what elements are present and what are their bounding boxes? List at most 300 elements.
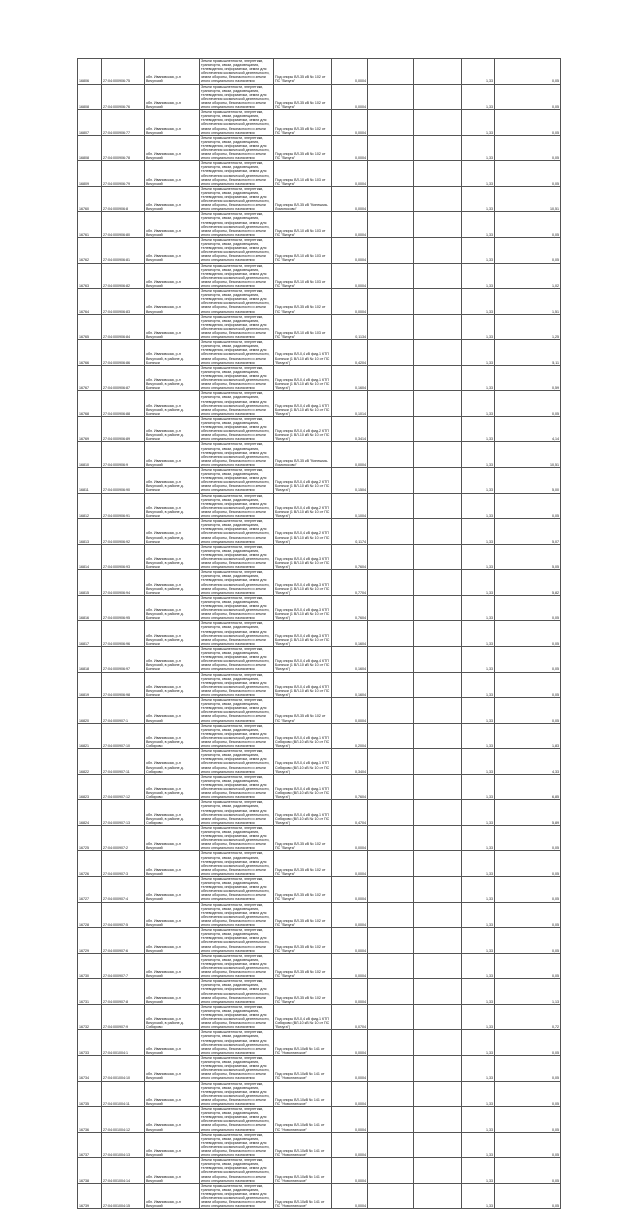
empty-cell-cell xyxy=(368,774,414,800)
cadastral-number-cell: 27:04:000906:80 xyxy=(102,212,145,238)
cost-cell: 1,83 xyxy=(495,723,561,749)
table-body xyxy=(78,59,561,1209)
location-cell: обл. Ивановская, р-н Вичугский xyxy=(145,314,200,340)
area-cell: 0,2004 xyxy=(332,723,368,749)
area-cell: 0,0004 xyxy=(332,263,368,289)
rate-cell: 1,33 xyxy=(462,1132,495,1158)
empty-cell-cell xyxy=(414,340,462,366)
row-number-cell: 16815 xyxy=(78,570,102,596)
permitted-use-cell: Под опоры ВЛ-0,4 кВ фид.1 КТП Сибирово (ВЛ-10 кВ № 10 от ПС "Вичуга") xyxy=(274,1004,332,1030)
rate-cell: 1,33 xyxy=(462,928,495,954)
area-cell: 0,0004 xyxy=(332,237,368,263)
empty-cell-cell xyxy=(368,1004,414,1030)
empty-cell-cell xyxy=(414,928,462,954)
permitted-use-cell: Под опоры ВЛ-0,4 кВ фид.2 КТП Бонячки (1 ВЛ-10 кВ № 10 от ПС "Вичуга") xyxy=(274,493,332,519)
empty-cell-cell xyxy=(368,1081,414,1107)
rate-cell: 1,33 xyxy=(462,1081,495,1107)
empty-cell-cell xyxy=(368,825,414,851)
row-number-cell: 16761 xyxy=(78,212,102,238)
rate-cell: 1,33 xyxy=(462,825,495,851)
row-number-cell: 16810 xyxy=(78,442,102,468)
location-cell: обл. Ивановская, р-н Вичугский, в районе д. Бонячки xyxy=(145,570,200,596)
location-cell: обл. Ивановская, р-н Вичугский, в районе д. Сибирово xyxy=(145,1004,200,1030)
row-number-cell: 16814 xyxy=(78,544,102,570)
cadastral-number-cell: 27:04:000907:11 xyxy=(102,749,145,775)
row-number-cell: 16762 xyxy=(78,237,102,263)
table-row xyxy=(78,1055,561,1081)
empty-cell-cell xyxy=(368,1183,414,1209)
empty-cell-cell xyxy=(368,212,414,238)
row-number-cell: 16734 xyxy=(78,1055,102,1081)
table-row xyxy=(78,289,561,315)
cadastral-number-cell: 27:04:000906:92 xyxy=(102,519,145,545)
cost-cell: 0,05 xyxy=(495,672,561,698)
empty-cell-cell xyxy=(414,723,462,749)
area-cell: 0,0004 xyxy=(332,1081,368,1107)
table-row xyxy=(78,110,561,136)
cost-cell: 1,25 xyxy=(495,314,561,340)
empty-cell-cell xyxy=(414,1081,462,1107)
area-cell: 0,0004 xyxy=(332,135,368,161)
rate-cell: 1,33 xyxy=(462,468,495,494)
empty-cell-cell xyxy=(368,595,414,621)
empty-cell-cell xyxy=(368,161,414,187)
location-cell: обл. Ивановская, р-н Вичугский xyxy=(145,135,200,161)
land-category-cell: Земли промышленности, энергетики, транспорта, связи, радиовещания, телевидения, информатики, земли для обеспечения космической деятельности, земли обороны, безопасности и земли иного специального назначения xyxy=(200,493,274,519)
land-category-cell: Земли промышленности, энергетики, транспорта, связи, радиовещания, телевидения, информатики, земли для обеспечения космической деятельности, земли обороны, безопасности и земли иного специального назначения xyxy=(200,825,274,851)
permitted-use-cell: Под опоры ВЛ-35 кВ "Кинешма-Ломоносово" xyxy=(274,186,332,212)
empty-cell-cell xyxy=(368,237,414,263)
rate-cell: 1,33 xyxy=(462,1158,495,1184)
empty-cell-cell xyxy=(414,698,462,724)
cost-cell: 0,05 xyxy=(495,59,561,85)
rate-cell: 1,33 xyxy=(462,237,495,263)
empty-cell-cell xyxy=(368,1158,414,1184)
area-cell: 0,3404 xyxy=(332,749,368,775)
permitted-use-cell: Под опоры ВЛ-35 кВ № 102 от ПС "Вичуга" xyxy=(274,110,332,136)
land-category-cell: Земли промышленности, энергетики, транспорта, связи, радиовещания, телевидения, информатики, земли для обеспечения космической деятельности, земли обороны, безопасности и земли иного специального назначения xyxy=(200,1004,274,1030)
cadastral-number-cell: 27:04:001004:11 xyxy=(102,1081,145,1107)
land-category-cell: Земли промышленности, энергетики, транспорта, связи, радиовещания, телевидения, информатики, земли для обеспечения космической деятельности, земли обороны, безопасности и земли иного специального назначения xyxy=(200,263,274,289)
location-cell: обл. Ивановская, р-н Вичугский, в районе д. Бонячки xyxy=(145,493,200,519)
cadastral-number-cell: 27:04:001004:10 xyxy=(102,1055,145,1081)
land-category-cell: Земли промышленности, энергетики, транспорта, связи, радиовещания, телевидения, информатики, земли для обеспечения космической деятельности, земли обороны, безопасности и земли иного специального назначения xyxy=(200,877,274,903)
empty-cell-cell xyxy=(368,877,414,903)
empty-cell-cell xyxy=(414,1055,462,1081)
rate-cell: 1,33 xyxy=(462,493,495,519)
cadastral-number-cell: 27:04:001004:13 xyxy=(102,1132,145,1158)
area-cell: 0,7604 xyxy=(332,774,368,800)
area-cell: 0,4704 xyxy=(332,800,368,826)
land-category-cell: Земли промышленности, энергетики, транспорта, связи, радиовещания, телевидения, информатики, земли для обеспечения космической деятельности, земли обороны, безопасности и земли иного специального назначения xyxy=(200,800,274,826)
permitted-use-cell: Под опоры ВЛ-10 кВ № 103 от ПС "Вичуга" xyxy=(274,237,332,263)
location-cell: обл. Ивановская, р-н Вичугский xyxy=(145,161,200,187)
land-category-cell: Земли промышленности, энергетики, транспорта, связи, радиовещания, телевидения, информатики, земли для обеспечения космической деятельности, земли обороны, безопасности и земли иного специального назначения xyxy=(200,391,274,417)
location-cell: обл. Ивановская, р-н Вичугский, в районе д. Сибирово xyxy=(145,800,200,826)
land-category-cell: Земли промышленности, энергетики, транспорта, связи, радиовещания, телевидения, информатики, земли для обеспечения космической деятельности, земли обороны, безопасности и земли иного специального назначения xyxy=(200,1107,274,1133)
table-row xyxy=(78,928,561,954)
table-row xyxy=(78,902,561,928)
area-cell: 0,4204 xyxy=(332,340,368,366)
rate-cell: 1,33 xyxy=(462,161,495,187)
empty-cell-cell xyxy=(368,672,414,698)
cost-cell: 0,05 xyxy=(495,825,561,851)
location-cell: обл. Ивановская, р-н Вичугский xyxy=(145,1081,200,1107)
row-number-cell: 16730 xyxy=(78,953,102,979)
cadastral-number-cell: 27:04:000906:95 xyxy=(102,595,145,621)
location-cell: обл. Ивановская, р-н Вичугский, в районе д. Бонячки xyxy=(145,595,200,621)
empty-cell-cell xyxy=(368,646,414,672)
location-cell: обл. Ивановская, р-н Вичугский xyxy=(145,442,200,468)
cost-cell: 0,05 xyxy=(495,621,561,647)
area-cell: 0,1004 xyxy=(332,493,368,519)
rate-cell: 1,33 xyxy=(462,698,495,724)
table-row xyxy=(78,749,561,775)
rate-cell: 1,33 xyxy=(462,110,495,136)
row-number-cell: 16818 xyxy=(78,646,102,672)
location-cell: обл. Ивановская, р-н Вичугский xyxy=(145,698,200,724)
row-number-cell: 16808 xyxy=(78,84,102,110)
permitted-use-cell: Под опоры ВЛ-35 кВ № 102 от ПС "Вичуга" xyxy=(274,698,332,724)
table-row xyxy=(78,723,561,749)
table-row xyxy=(78,825,561,851)
row-number-cell: 16763 xyxy=(78,263,102,289)
cadastral-number-cell: 27:04:001004:14 xyxy=(102,1158,145,1184)
cadastral-number-cell: 27:04:000907:6 xyxy=(102,928,145,954)
cadastral-number-cell: 27:04:000906:94 xyxy=(102,570,145,596)
cadastral-number-cell: 27:04:000907:12 xyxy=(102,774,145,800)
land-category-cell: Земли промышленности, энергетики, транспорта, связи, радиовещания, телевидения, информатики, земли для обеспечения космической деятельности, земли обороны, безопасности и земли иного специального назначения xyxy=(200,161,274,187)
cost-cell: 0,05 xyxy=(495,110,561,136)
empty-cell-cell xyxy=(368,314,414,340)
land-category-cell: Земли промышленности, энергетики, транспорта, связи, радиовещания, телевидения, информатики, земли для обеспечения космической деятельности, земли обороны, безопасности и земли иного специального назначения xyxy=(200,902,274,928)
cadastral-number-cell: 27:04:000907:4 xyxy=(102,877,145,903)
cost-cell: 4,14 xyxy=(495,416,561,442)
empty-cell-cell xyxy=(414,391,462,417)
land-category-cell: Земли промышленности, энергетики, транспорта, связи, радиовещания, телевидения, информатики, земли для обеспечения космической деятельности, земли обороны, безопасности и земли иного специального назначения xyxy=(200,59,274,85)
empty-cell-cell xyxy=(368,365,414,391)
area-cell: 0,0004 xyxy=(332,84,368,110)
permitted-use-cell: Под опоры ВЛ-0,4 кВ фид.1 КТП Сибирово (ВЛ-10 кВ № 10 от ПС "Вичуга") xyxy=(274,774,332,800)
cost-cell: 5,07 xyxy=(495,519,561,545)
cadastral-number-cell: 27:04:000906:78 xyxy=(102,135,145,161)
area-cell: 0,0004 xyxy=(332,851,368,877)
empty-cell-cell xyxy=(368,1055,414,1081)
permitted-use-cell: Под опоры ВЛ-0,4 кВ фид.1 КТП Бонячки (1 ВЛ-10 кВ № 10 от ПС "Вичуга") xyxy=(274,365,332,391)
area-cell: 0,0004 xyxy=(332,825,368,851)
table-row xyxy=(78,979,561,1005)
rate-cell: 1,33 xyxy=(462,263,495,289)
empty-cell-cell xyxy=(414,1030,462,1056)
empty-cell-cell xyxy=(414,544,462,570)
location-cell: обл. Ивановская, р-н Вичугский xyxy=(145,1183,200,1209)
empty-cell-cell xyxy=(414,416,462,442)
rate-cell: 1,33 xyxy=(462,340,495,366)
area-cell: 0,0004 xyxy=(332,1055,368,1081)
area-cell: 0,0004 xyxy=(332,1030,368,1056)
empty-cell-cell xyxy=(414,212,462,238)
area-cell: 0,0004 xyxy=(332,289,368,315)
empty-cell-cell xyxy=(414,621,462,647)
cost-cell: 0,05 xyxy=(495,1132,561,1158)
location-cell: обл. Ивановская, р-н Вичугский xyxy=(145,1030,200,1056)
table-row xyxy=(78,698,561,724)
row-number-cell: 16765 xyxy=(78,314,102,340)
table-row xyxy=(78,570,561,596)
location-cell: обл. Ивановская, р-н Вичугский xyxy=(145,212,200,238)
permitted-use-cell: Под опоры ВЛ-0,4 кВ фид.1 КТП Бонячки (1 ВЛ-10 кВ № 10 от ПС "Вичуга") xyxy=(274,391,332,417)
permitted-use-cell: Под опоры ВЛ-35 кВ № 102 от ПС "Вичуга" xyxy=(274,135,332,161)
area-cell: 0,0004 xyxy=(332,1107,368,1133)
cost-cell: 0,05 xyxy=(495,595,561,621)
area-cell: 0,1604 xyxy=(332,672,368,698)
cost-cell: 10,51 xyxy=(495,442,561,468)
empty-cell-cell xyxy=(368,544,414,570)
land-category-cell: Земли промышленности, энергетики, транспорта, связи, радиовещания, телевидения, информатики, земли для обеспечения космической деятельности, земли обороны, безопасности и земли иного специального назначения xyxy=(200,723,274,749)
land-category-cell: Земли промышленности, энергетики, транспорта, связи, радиовещания, телевидения, информатики, земли для обеспечения космической деятельности, земли обороны, безопасности и земли иного специального назначения xyxy=(200,186,274,212)
cost-cell: 0,59 xyxy=(495,365,561,391)
table-row xyxy=(78,646,561,672)
rate-cell: 1,33 xyxy=(462,1055,495,1081)
rate-cell: 1,33 xyxy=(462,442,495,468)
permitted-use-cell: Под опоры ВЛ-10 кВ № 103 от ПС "Вичуга" xyxy=(274,314,332,340)
empty-cell-cell xyxy=(368,135,414,161)
land-category-cell: Земли промышленности, энергетики, транспорта, связи, радиовещания, телевидения, информатики, земли для обеспечения космической деятельности, земли обороны, безопасности и земли иного специального назначения xyxy=(200,570,274,596)
land-category-cell: Земли промышленности, энергетики, транспорта, связи, радиовещания, телевидения, информатики, земли для обеспечения космической деятельности, земли обороны, безопасности и земли иного специального назначения xyxy=(200,1030,274,1056)
land-category-cell: Земли промышленности, энергетики, транспорта, связи, радиовещания, телевидения, информатики, земли для обеспечения космической деятельности, земли обороны, безопасности и земли иного специального назначения xyxy=(200,314,274,340)
table-row xyxy=(78,237,561,263)
empty-cell-cell xyxy=(368,442,414,468)
table-row xyxy=(78,519,561,545)
location-cell: обл. Ивановская, р-н Вичугский xyxy=(145,1132,200,1158)
row-number-cell: 16811 xyxy=(78,468,102,494)
cost-cell: 6,85 xyxy=(495,774,561,800)
row-number-cell: 16726 xyxy=(78,851,102,877)
row-number-cell: 16768 xyxy=(78,391,102,417)
rate-cell: 1,33 xyxy=(462,953,495,979)
row-number-cell: 16821 xyxy=(78,723,102,749)
empty-cell-cell xyxy=(368,59,414,85)
cadastral-number-cell: 27:04:000906:8 xyxy=(102,186,145,212)
location-cell: обл. Ивановская, р-н Вичугский xyxy=(145,928,200,954)
cadastral-number-cell: 27:04:000906:86 xyxy=(102,340,145,366)
permitted-use-cell: Под опоры ВЛ-35 кВ № 102 от ПС "Вичуга" xyxy=(274,877,332,903)
permitted-use-cell: Под опоры ВЛ-0,4 кВ фид.3 КТП Бонячки (1 ВЛ-10 кВ № 10 от ПС "Вичуга") xyxy=(274,621,332,647)
empty-cell-cell xyxy=(368,928,414,954)
permitted-use-cell: Под опоры ВЛ-0,4 кВ фид.2 КТП Бонячки (1 ВЛ-10 кВ № 10 от ПС "Вичуга") xyxy=(274,416,332,442)
location-cell: обл. Ивановская, р-н Вичугский, в районе д. Бонячки xyxy=(145,519,200,545)
rate-cell: 1,33 xyxy=(462,519,495,545)
empty-cell-cell xyxy=(414,800,462,826)
empty-cell-cell xyxy=(368,749,414,775)
empty-cell-cell xyxy=(414,186,462,212)
cadastral-number-cell: 27:04:000906:89 xyxy=(102,416,145,442)
empty-cell-cell xyxy=(368,340,414,366)
row-number-cell: 16725 xyxy=(78,825,102,851)
land-category-cell: Земли промышленности, энергетики, транспорта, связи, радиовещания, телевидения, информатики, земли для обеспечения космической деятельности, земли обороны, безопасности и земли иного специального назначения xyxy=(200,1132,274,1158)
location-cell: обл. Ивановская, р-н Вичугский, в районе д. Сибирово xyxy=(145,774,200,800)
row-number-cell: 16737 xyxy=(78,1132,102,1158)
rate-cell: 1,33 xyxy=(462,774,495,800)
table-row xyxy=(78,877,561,903)
area-cell: 0,0004 xyxy=(332,161,368,187)
rate-cell: 1,33 xyxy=(462,902,495,928)
empty-cell-cell xyxy=(368,953,414,979)
cadastral-number-cell: 27:04:000907:9 xyxy=(102,1004,145,1030)
cadastral-number-cell: 27:04:000906:83 xyxy=(102,289,145,315)
rate-cell: 1,33 xyxy=(462,59,495,85)
land-category-cell: Земли промышленности, энергетики, транспорта, связи, радиовещания, телевидения, информатики, земли для обеспечения космической деятельности, земли обороны, безопасности и земли иного специального назначения xyxy=(200,851,274,877)
permitted-use-cell: Под опоры ВЛ-35 кВ № 102 от ПС "Вичуга" xyxy=(274,953,332,979)
cost-cell: 0,05 xyxy=(495,493,561,519)
table-row xyxy=(78,800,561,826)
area-cell: 0,0004 xyxy=(332,979,368,1005)
cadastral-number-cell: 27:04:000907:10 xyxy=(102,723,145,749)
location-cell: обл. Ивановская, р-н Вичугский xyxy=(145,851,200,877)
location-cell: обл. Ивановская, р-н Вичугский, в районе д. Сибирово xyxy=(145,723,200,749)
location-cell: обл. Ивановская, р-н Вичугский, в районе д. Бонячки xyxy=(145,544,200,570)
rate-cell: 1,33 xyxy=(462,1107,495,1133)
empty-cell-cell xyxy=(414,646,462,672)
land-category-cell: Земли промышленности, энергетики, транспорта, связи, радиовещания, телевидения, информатики, земли для обеспечения космической деятельности, земли обороны, безопасности и земли иного специального назначения xyxy=(200,468,274,494)
table-row xyxy=(78,1081,561,1107)
area-cell: 0,0004 xyxy=(332,928,368,954)
area-cell: 0,1504 xyxy=(332,468,368,494)
cadastral-number-cell: 27:04:000906:9 xyxy=(102,442,145,468)
land-category-cell: Земли промышленности, энергетики, транспорта, связи, радиовещания, телевидения, информатики, земли для обеспечения космической деятельности, земли обороны, безопасности и земли иного специального назначения xyxy=(200,340,274,366)
location-cell: обл. Ивановская, р-н Вичугский xyxy=(145,1158,200,1184)
empty-cell-cell xyxy=(414,110,462,136)
location-cell: обл. Ивановская, р-н Вичугский xyxy=(145,825,200,851)
area-cell: 0,0004 xyxy=(332,953,368,979)
row-number-cell: 16820 xyxy=(78,698,102,724)
table-row xyxy=(78,621,561,647)
empty-cell-cell xyxy=(414,1183,462,1209)
table-row xyxy=(78,365,561,391)
cadastral-number-cell: 27:04:000906:84 xyxy=(102,314,145,340)
permitted-use-cell: Под опоры ВЛ-0,4 кВ фид.3 КТП Бонячки (1 ВЛ-10 кВ № 10 от ПС "Вичуга") xyxy=(274,570,332,596)
location-cell: обл. Ивановская, р-н Вичугский xyxy=(145,1107,200,1133)
empty-cell-cell xyxy=(368,84,414,110)
area-cell: 0,1174 xyxy=(332,519,368,545)
row-number-cell: 16731 xyxy=(78,979,102,1005)
empty-cell-cell xyxy=(414,595,462,621)
table-row xyxy=(78,135,561,161)
cost-cell: 0,05 xyxy=(495,877,561,903)
cadastral-number-cell: 27:04:001004:1 xyxy=(102,1030,145,1056)
location-cell: обл. Ивановская, р-н Вичугский xyxy=(145,59,200,85)
permitted-use-cell: Под опоры ВЛ-10 кВ № 103 от ПС "Вичуга" xyxy=(274,161,332,187)
table-row xyxy=(78,1107,561,1133)
empty-cell-cell xyxy=(414,519,462,545)
permitted-use-cell: Под опоры ВЛ-0,4 кВ фид.4 КТП Бонячки (1 ВЛ-10 кВ № 10 от ПС "Вичуга") xyxy=(274,646,332,672)
cost-cell: 4,33 xyxy=(495,749,561,775)
cost-cell: 0,05 xyxy=(495,135,561,161)
cadastral-number-cell: 27:04:000906:87 xyxy=(102,365,145,391)
row-number-cell: 16809 xyxy=(78,161,102,187)
permitted-use-cell: Под опоры ВЛ-10кВ № 141 от ПС "Новоглинское" xyxy=(274,1183,332,1209)
rate-cell: 1,33 xyxy=(462,851,495,877)
land-category-cell: Земли промышленности, энергетики, транспорта, связи, радиовещания, телевидения, информатики, земли для обеспечения космической деятельности, земли обороны, безопасности и земли иного специального назначения xyxy=(200,595,274,621)
table-row xyxy=(78,595,561,621)
cadastral-number-cell: 27:04:000906:98 xyxy=(102,672,145,698)
row-number-cell: 16735 xyxy=(78,1081,102,1107)
table-row xyxy=(78,1030,561,1056)
cost-cell: 0,05 xyxy=(495,237,561,263)
area-cell: 0,0004 xyxy=(332,59,368,85)
location-cell: обл. Ивановская, р-н Вичугский, в районе д. Бонячки xyxy=(145,391,200,417)
row-number-cell: 16729 xyxy=(78,928,102,954)
permitted-use-cell: Под опоры ВЛ-35 кВ № 102 от ПС "Вичуга" xyxy=(274,289,332,315)
location-cell: обл. Ивановская, р-н Вичугский xyxy=(145,877,200,903)
location-cell: обл. Ивановская, р-н Вичугский xyxy=(145,902,200,928)
cost-cell: 0,05 xyxy=(495,928,561,954)
cost-cell: 1,51 xyxy=(495,289,561,315)
cost-cell: 0,05 xyxy=(495,84,561,110)
location-cell: обл. Ивановская, р-н Вичугский, в районе д. Бонячки xyxy=(145,365,200,391)
land-category-cell: Земли промышленности, энергетики, транспорта, связи, радиовещания, телевидения, информатики, земли для обеспечения космической деятельности, земли обороны, безопасности и земли иного специального назначения xyxy=(200,519,274,545)
rate-cell: 1,33 xyxy=(462,135,495,161)
empty-cell-cell xyxy=(414,1004,462,1030)
permitted-use-cell: Под опоры ВЛ-10кВ № 141 от ПС "Новоглинское" xyxy=(274,1158,332,1184)
table-row xyxy=(78,442,561,468)
permitted-use-cell: Под опоры ВЛ-35 кВ № 102 от ПС "Вичуга" xyxy=(274,928,332,954)
land-category-cell: Земли промышленности, энергетики, транспорта, связи, радиовещания, телевидения, информатики, земли для обеспечения космической деятельности, земли обороны, безопасности и земли иного специального назначения xyxy=(200,1081,274,1107)
land-category-cell: Земли промышленности, энергетики, транспорта, связи, радиовещания, телевидения, информатики, земли для обеспечения космической деятельности, земли обороны, безопасности и земли иного специального назначения xyxy=(200,646,274,672)
row-number-cell: 16739 xyxy=(78,1183,102,1209)
permitted-use-cell: Под опоры ВЛ-35 кВ № 102 от ПС "Вичуга" xyxy=(274,825,332,851)
permitted-use-cell: Под опоры ВЛ-35 кВ "Кинешма-Ломоносово" xyxy=(274,442,332,468)
row-number-cell: 16812 xyxy=(78,493,102,519)
empty-cell-cell xyxy=(414,289,462,315)
area-cell: 0,1604 xyxy=(332,365,368,391)
row-number-cell: 16806 xyxy=(78,59,102,85)
area-cell: 0,7704 xyxy=(332,570,368,596)
row-number-cell: 16824 xyxy=(78,800,102,826)
cost-cell: 0,05 xyxy=(495,161,561,187)
empty-cell-cell xyxy=(414,84,462,110)
rate-cell: 1,33 xyxy=(462,544,495,570)
empty-cell-cell xyxy=(368,1030,414,1056)
empty-cell-cell xyxy=(368,902,414,928)
land-category-cell: Земли промышленности, энергетики, транспорта, связи, радиовещания, телевидения, информатики, земли для обеспечения космической деятельности, земли обороны, безопасности и земли иного специального назначения xyxy=(200,698,274,724)
location-cell: обл. Ивановская, р-н Вичугский xyxy=(145,110,200,136)
permitted-use-cell: Под опоры ВЛ-35 кВ № 102 от ПС "Вичуга" xyxy=(274,851,332,877)
empty-cell-cell xyxy=(368,800,414,826)
empty-cell-cell xyxy=(414,774,462,800)
row-number-cell: 16760 xyxy=(78,186,102,212)
location-cell: обл. Ивановская, р-н Вичугский xyxy=(145,84,200,110)
cost-cell: 0,72 xyxy=(495,1004,561,1030)
table-row xyxy=(78,212,561,238)
location-cell: обл. Ивановская, р-н Вичугский xyxy=(145,953,200,979)
rate-cell: 1,33 xyxy=(462,289,495,315)
land-category-cell: Земли промышленности, энергетики, транспорта, связи, радиовещания, телевидения, информатики, земли для обеспечения космической деятельности, земли обороны, безопасности и земли иного специального назначения xyxy=(200,749,274,775)
cost-cell: 0,05 xyxy=(495,646,561,672)
cadastral-number-cell: 27:04:000906:93 xyxy=(102,544,145,570)
table-row xyxy=(78,544,561,570)
rate-cell: 1,33 xyxy=(462,646,495,672)
area-cell: 0,0704 xyxy=(332,1004,368,1030)
location-cell: обл. Ивановская, р-н Вичугский, в районе д. Бонячки xyxy=(145,416,200,442)
permitted-use-cell: Под опоры ВЛ-0,4 кВ фид.2 КТП Бонячки (1 ВЛ-10 кВ № 10 от ПС "Вичуга") xyxy=(274,519,332,545)
land-category-cell: Земли промышленности, энергетики, транспорта, связи, радиовещания, телевидения, информатики, земли для обеспечения космической деятельности, земли обороны, безопасности и земли иного специального назначения xyxy=(200,416,274,442)
cadastral-number-cell: 27:04:000906:81 xyxy=(102,237,145,263)
rate-cell: 1,33 xyxy=(462,595,495,621)
cadastral-number-cell: 27:04:000907:2 xyxy=(102,825,145,851)
land-category-cell: Земли промышленности, энергетики, транспорта, связи, радиовещания, телевидения, информатики, земли для обеспечения космической деятельности, земли обороны, безопасности и земли иного специального назначения xyxy=(200,544,274,570)
rate-cell: 1,33 xyxy=(462,570,495,596)
